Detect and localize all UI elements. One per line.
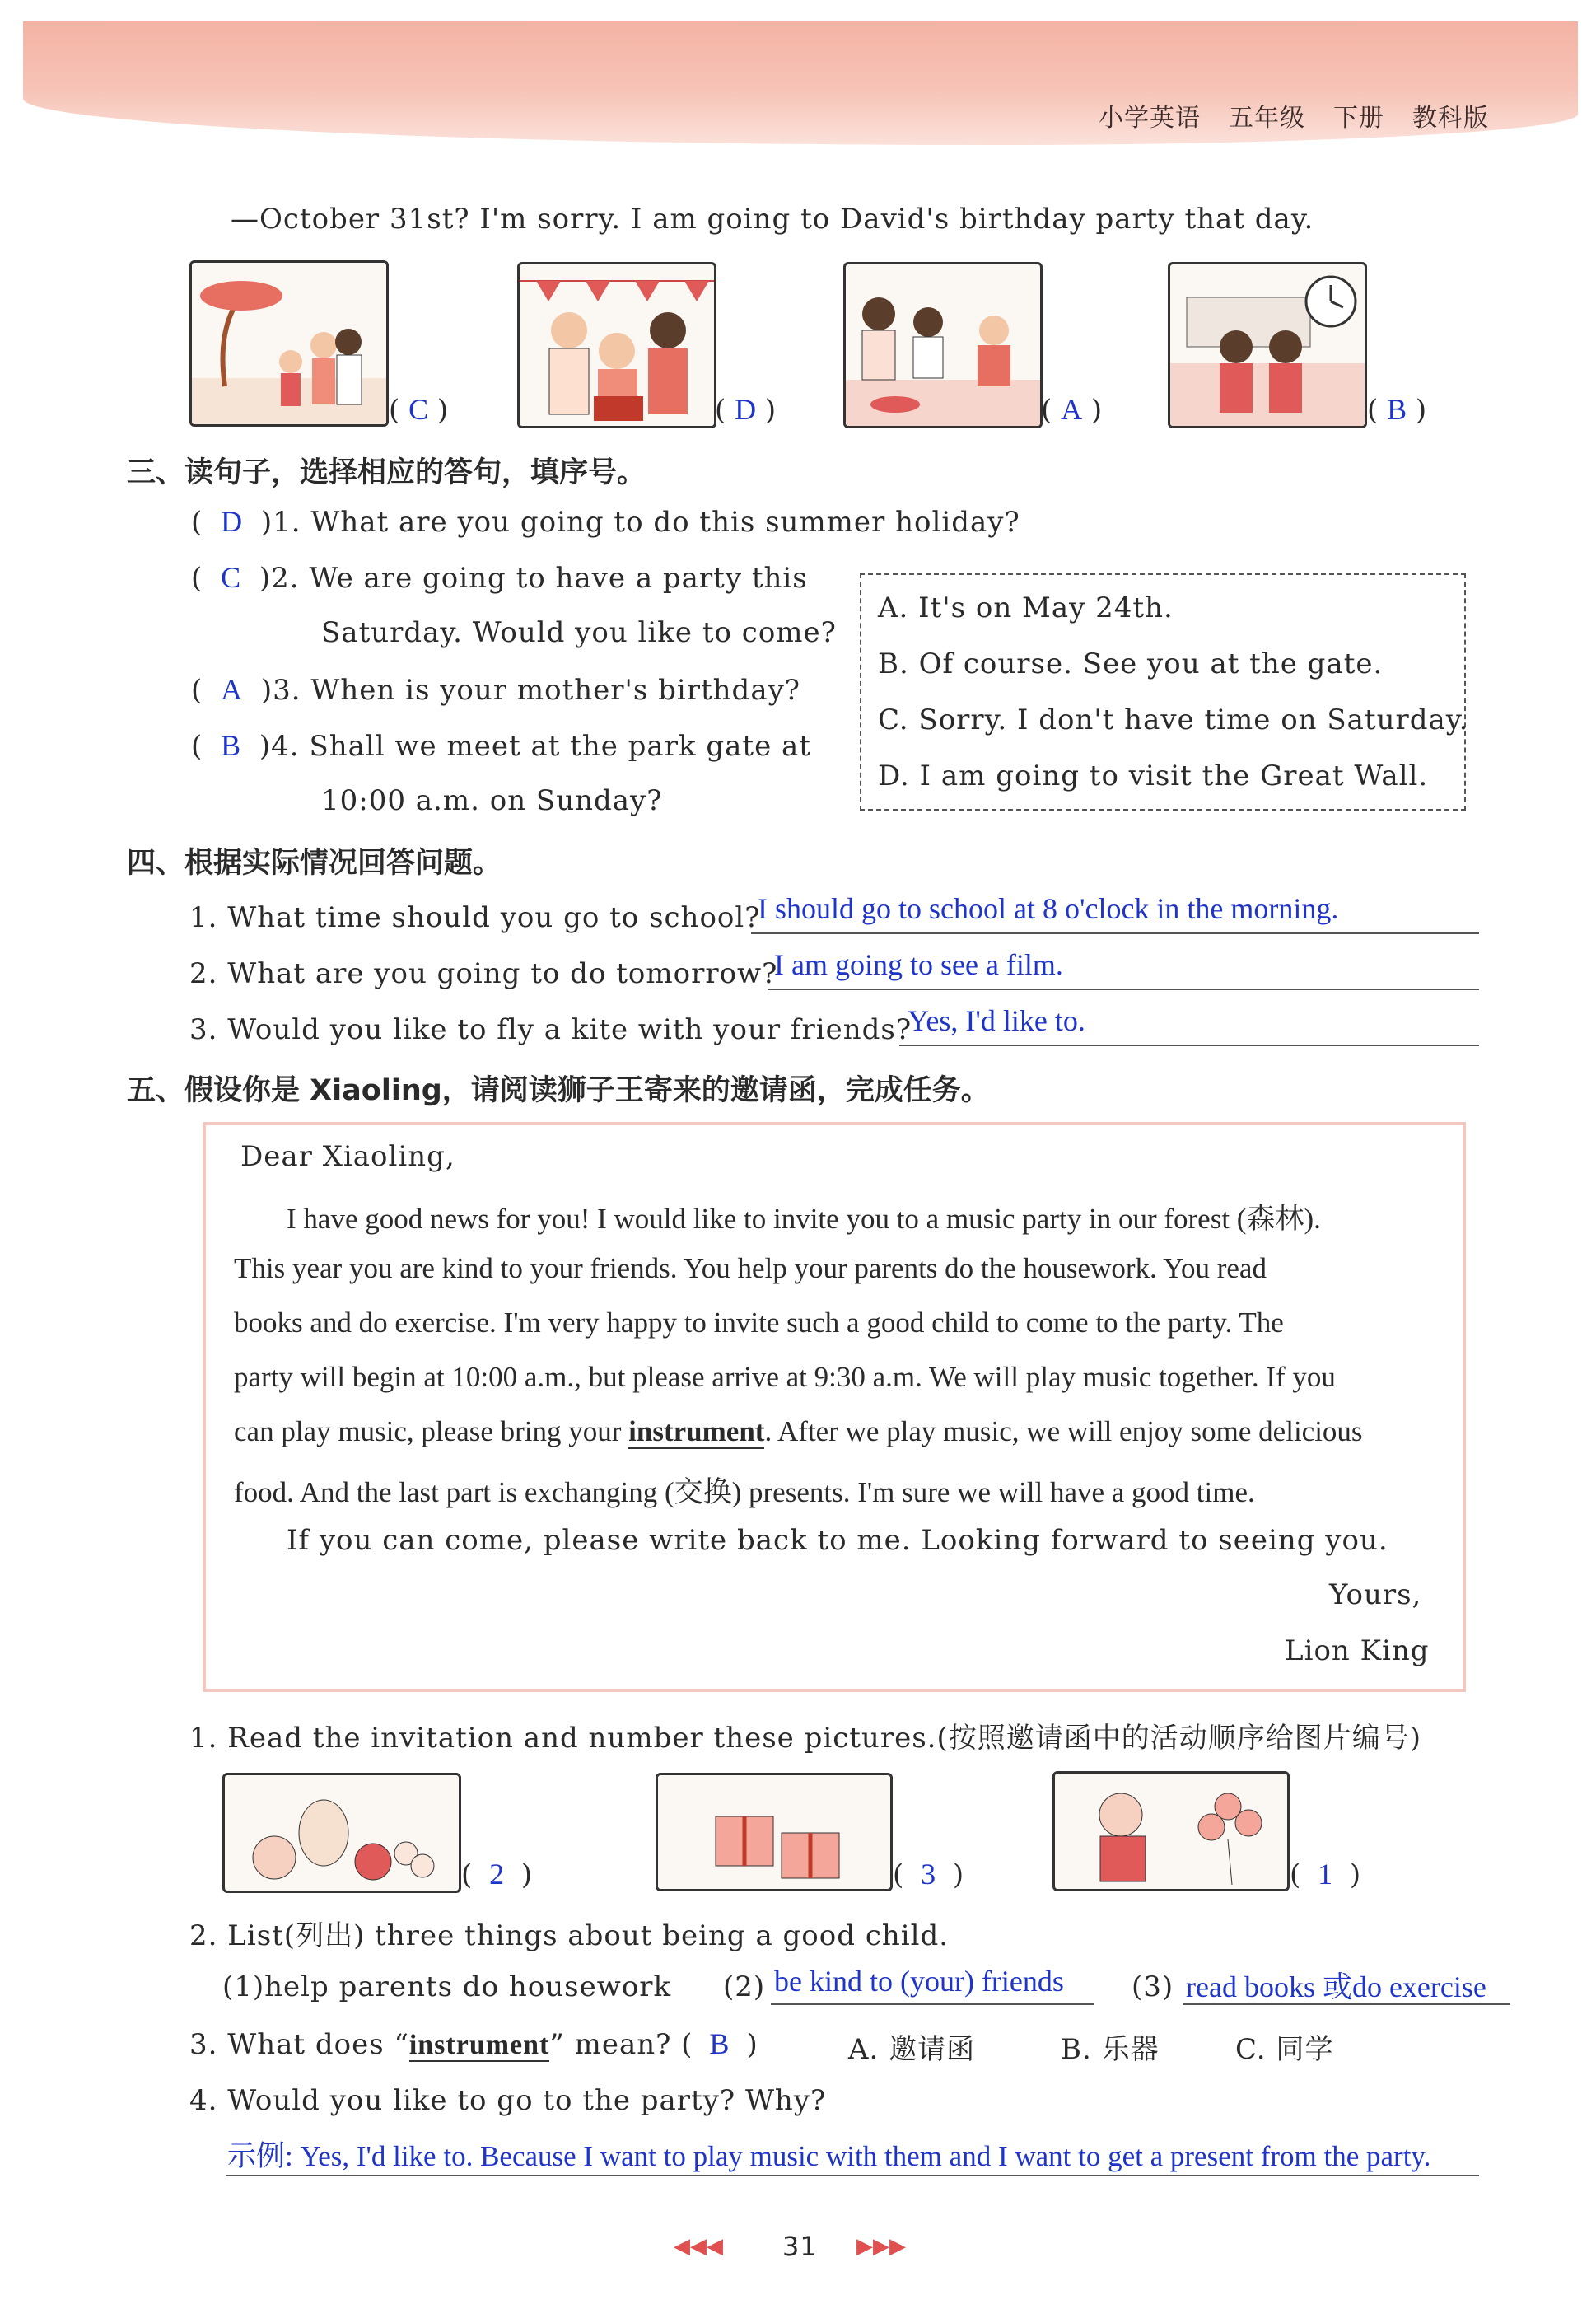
letter-line-4: party will begin at 10:00 a.m., but please arrive at 9:30 a.m. We will play music together. If you [234,1361,1336,1393]
next-page-icon[interactable]: ▶▶▶ [856,2234,906,2259]
q5-option-b: B. 乐器 [1061,2033,1160,2066]
q3-item-3: ( A )3. When is your mother's birthday? [191,673,801,707]
q3-item-2-cont: Saturday. Would you like to come? [321,616,837,649]
q3-item-1: ( D )1. What are you going to do this summer holiday? [191,505,1020,539]
q5-question-2: 2. List(列出) three things about being a good child. [189,1919,950,1952]
instrument-word: instrument [628,1415,765,1447]
item-number: )2. [259,562,300,595]
q5-label-2: (2) [723,1970,766,2003]
q5-answer-4: 示例: Yes, I'd like to. Because I want to play music with them and I want to get a present from the party. [227,2140,1431,2172]
subject-label: 小学英语 [1099,104,1201,133]
q3-item-4: ( B )4. Shall we meet at the park gate at [191,729,811,763]
gifts-illustration [658,1775,890,1889]
answer-number: 3 [921,1858,936,1891]
q3-item-2: ( C )2. We are going to have a party this [191,561,808,595]
answer-letter: D [735,393,757,426]
section-4-title: 四、根据实际情况回答问题。 [127,847,502,880]
letter-line-5 [234,1415,1363,1448]
picture-presents [656,1773,893,1891]
q5-answer-3: read books 或do exercise [1186,1970,1486,2003]
music-illustration [1055,1774,1287,1889]
q5-option-a: A. 邀请函 [848,2033,976,2066]
q3-item-4-cont: 10:00 a.m. on Sunday? [321,784,663,817]
answer-paren-2: ( D ) [715,393,777,427]
q3-post: ” mean? ( [549,2028,693,2061]
answer-number: 2 [489,1858,505,1891]
q4-answer-1: I should go to school at 8 o'clock in the morning. [758,892,1339,925]
answer-line-q2-2 [771,2003,1094,2005]
answer-paren-music: ( 1 ) [1290,1858,1361,1891]
letter-line-3: books and do exercise. I'm very happy to invite such a good child to come to the party. The [234,1306,1284,1339]
answer-letter: B [221,729,242,762]
picture-music [1052,1771,1290,1891]
letter-line-2: This year you are kind to your friends. You help your parents do the housework. You read [234,1252,1267,1284]
party-illustration [520,264,714,426]
book-info [1071,97,1489,133]
picture-birthday-party [517,262,716,428]
q4-answer-2: I am going to see a film. [774,948,1063,981]
answer-line-q4 [226,2175,1479,2176]
picture-picnic [843,262,1043,428]
grade-label: 五年级 [1229,104,1305,133]
answer-letter: A [221,673,244,706]
q5-given-item: (1)help parents do housework [222,1970,672,2003]
q5-label-3: (3) [1132,1970,1174,2003]
answer-letter: D [221,505,244,538]
q5-option-c: C. 同学 [1235,2033,1334,2066]
q3-bold: instrument [408,2030,550,2060]
q4-question-2: 2. What are you going to do tomorrow? [189,957,778,990]
option-d: D. I am going to visit the Great Wall. [878,760,1429,792]
item-text: Shall we meet at the park gate at [309,730,811,763]
q4-question-1: 1. What time should you go to school? [189,901,761,934]
answer-paren-food: ( 2 ) [461,1858,533,1891]
letter-signature: Lion King [1285,1634,1430,1667]
option-c: C. Sorry. I don't have time on Saturday. [878,703,1469,736]
item-number: )3. [260,674,301,707]
letter-closing: Yours, [1329,1578,1422,1611]
answer-line-1 [751,932,1479,934]
option-b: B. Of course. See you at the gate. [878,647,1384,680]
beach-illustration [192,263,386,424]
q5-question-1: 1. Read the invitation and number these pictures.(按照邀请函中的活动顺序给图片编号) [189,1722,1421,1755]
item-number: )4. [259,730,300,763]
letter-line-1: I have good news for you! I would like to invite you to a music party in our forest (森林). [287,1203,1321,1235]
item-text: What are you going to do this summer holiday? [310,506,1020,539]
option-a: A. It's on May 24th. [878,591,1174,624]
line5-post: . After we play music, we will enjoy some delicious [764,1415,1363,1447]
answer-letter: C [408,393,429,426]
q4-question-3: 3. Would you like to fly a kite with your friends? [189,1013,912,1046]
q5-answer-2: be kind to (your) friends [774,1965,1064,1998]
edition-label: 教科版 [1412,104,1489,133]
q5-question-4: 4. Would you like to go to the party? Why? [189,2084,827,2117]
picture-school-clock [1168,262,1367,428]
item-number: )1. [260,506,301,539]
picture-food [222,1773,461,1893]
section-3-title: 三、读句子，选择相应的答句，填序号。 [127,456,646,489]
prev-page-icon[interactable]: ◀◀◀ [674,2234,723,2259]
section-5-title: 五、假设你是 Xiaoling，请阅读狮子王寄来的邀请函，完成任务。 [127,1074,990,1107]
answer-line-3 [899,1045,1479,1046]
picture-family-beach [189,260,389,427]
letter-line-7: If you can come, please write back to me. Looking forward to seeing you. [287,1524,1388,1557]
answer-number: 1 [1318,1858,1333,1891]
item-text: We are going to have a party this [309,562,808,595]
line5-pre: can play music, please bring your [234,1415,629,1447]
q3-close: ) [746,2028,758,2061]
dialogue-line: —October 31st? I'm sorry. I am going to David's birthday party that day. [231,203,1314,236]
q4-answer-3: Yes, I'd like to. [908,1004,1085,1037]
answer-letter: A [1061,393,1083,426]
answer-paren-3: ( A ) [1041,393,1103,427]
answer-paren-1: ( C ) [389,393,449,427]
item-text: When is your mother's birthday? [310,674,801,707]
term-label: 下册 [1333,104,1384,133]
page-number: 31 [782,2231,818,2262]
q3-pre: 3. What does “ [189,2028,409,2061]
picnic-illustration [846,264,1040,426]
answer-paren-4: ( B ) [1367,393,1427,427]
answer-letter: C [221,561,242,594]
answer-paren-presents: ( 3 ) [893,1858,964,1891]
letter-greeting: Dear Xiaoling, [240,1140,455,1173]
fruit-illustration [225,1775,459,1891]
answer-letter: B [1387,393,1407,426]
q3-answer: B [709,2027,730,2060]
q5-question-3 [189,2026,758,2061]
answer-line-2 [768,989,1479,990]
letter-line-6: food. And the last part is exchanging (交换) presents. I'm sure we will have a good time. [234,1476,1255,1508]
school-illustration [1170,264,1365,426]
